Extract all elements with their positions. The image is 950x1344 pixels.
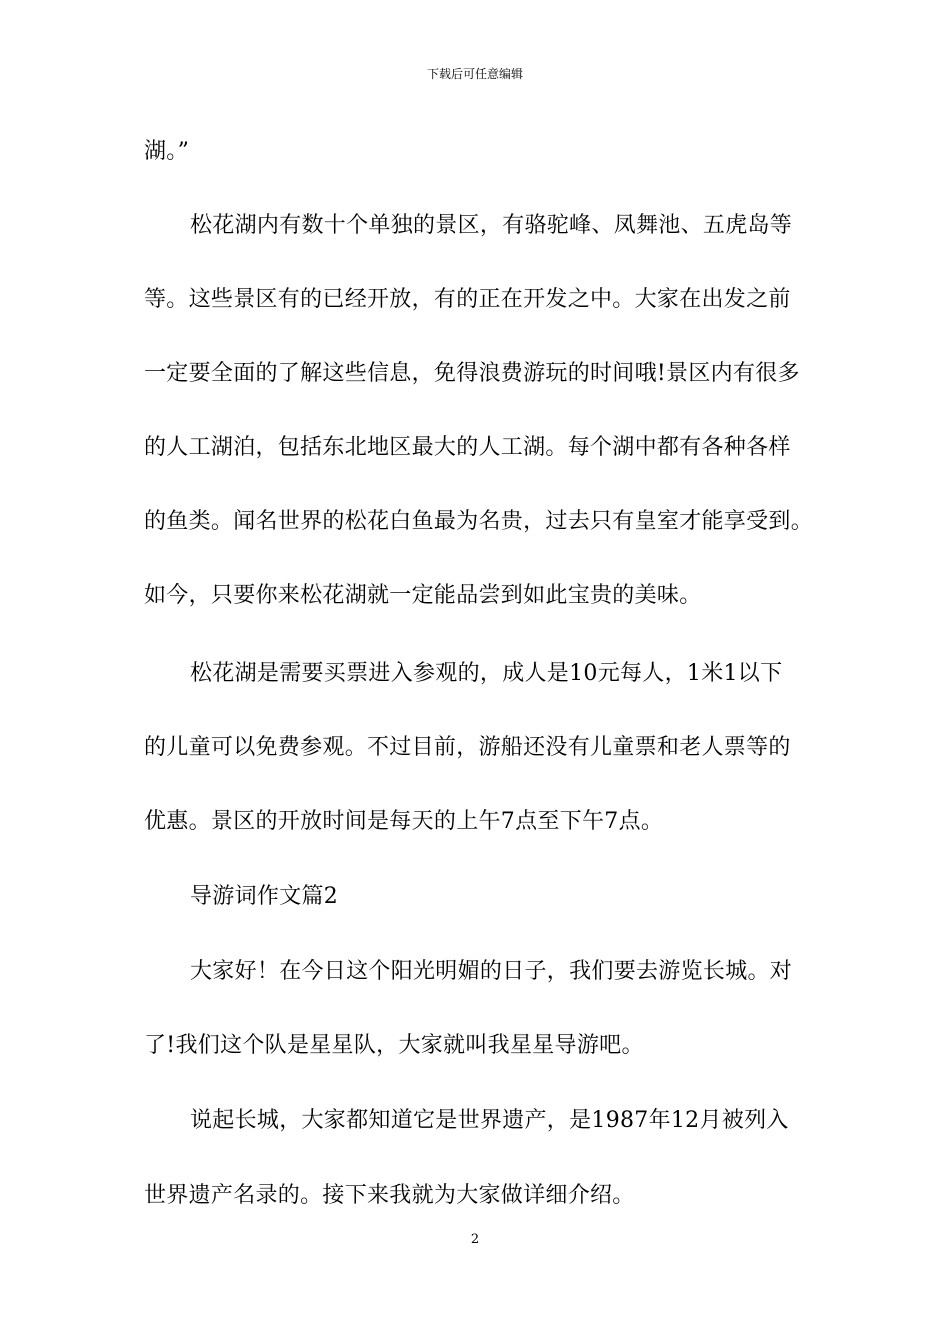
paragraph-start-line: 松花湖内有数十个单独的景区，有骆驼峰、凤舞池、五虎岛等 bbox=[190, 213, 793, 238]
section-heading: 导游词作文篇2 bbox=[190, 884, 339, 909]
page-header: 下载后可任意编辑 bbox=[426, 67, 523, 81]
text-line: 的人工湖泊，包括东北地区最大的人工湖。每个湖中都有各种各样 bbox=[144, 435, 791, 460]
page-number: 2 bbox=[470, 1232, 480, 1247]
paragraph-start-line: 大家好！在今日这个阳光明媚的日子，我们要去游览长城。对 bbox=[190, 959, 793, 984]
text-line: 一定要全面的了解这些信息，免得浪费游玩的时间哦!景区内有很多 bbox=[144, 361, 800, 386]
text-line: 世界遗产名录的。接下来我就为大家做详细介绍。 bbox=[144, 1183, 635, 1208]
text-line: 湖。” bbox=[144, 139, 190, 164]
text-line: 如今，只要你来松花湖就一定能品尝到如此宝贵的美味。 bbox=[144, 583, 702, 608]
paragraph-start-line: 松花湖是需要买票进入参观的，成人是10元每人，1米1以下 bbox=[190, 661, 783, 686]
text-line: 等。这些景区有的已经开放，有的正在开发之中。大家在出发之前 bbox=[144, 287, 791, 312]
text-line: 了!我们这个队是星星队，大家就叫我星星导游吧。 bbox=[144, 1033, 644, 1058]
text-line: 优惠。景区的开放时间是每天的上午7点至下午7点。 bbox=[144, 809, 664, 834]
text-line: 的鱼类。闻名世界的松花白鱼最为名贵，过去只有皇室才能享受到。 bbox=[144, 509, 814, 534]
text-line: 的儿童可以免费参观。不过目前，游船还没有儿童票和老人票等的 bbox=[144, 735, 791, 760]
paragraph-start-line: 说起长城，大家都知道它是世界遗产，是1987年12月被列入 bbox=[190, 1108, 789, 1133]
